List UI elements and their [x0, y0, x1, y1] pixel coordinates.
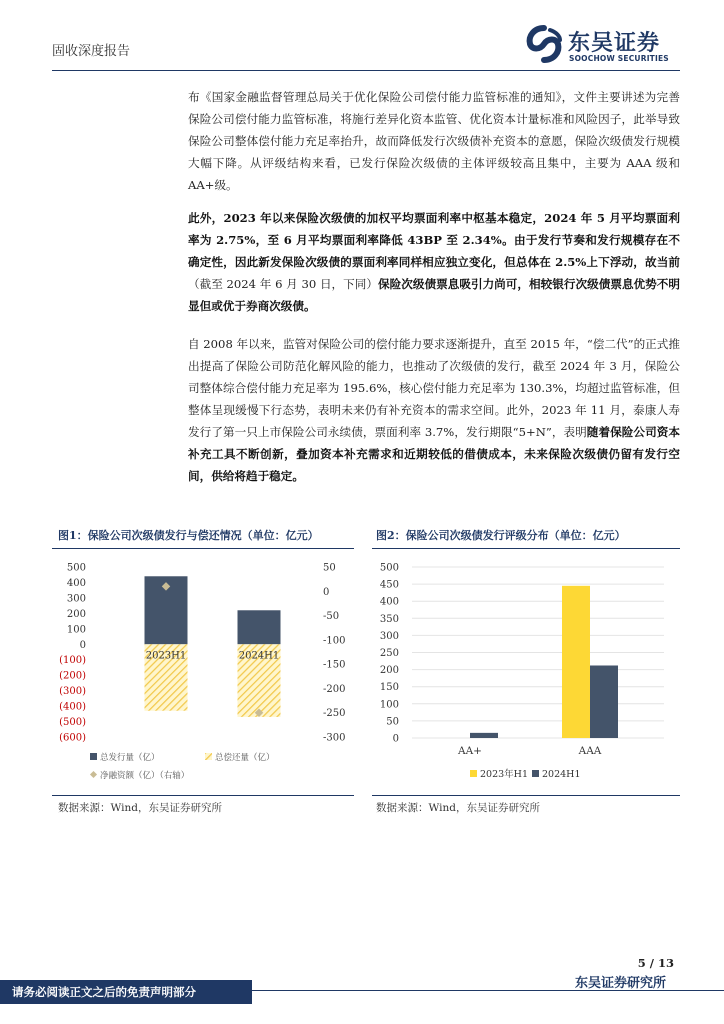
legend-swatch-issuance	[90, 753, 97, 760]
y-axis-tick: 200	[379, 665, 399, 677]
right-axis-tick: 50	[323, 562, 336, 574]
page-number: 5 / 13	[637, 956, 674, 970]
paragraph-3-bold: 随着保险公司资本补充工具不断创新，叠加资本补充需求和近期较低的借债成本，未来保险次级债仍留有发行空间，供给将趋于稳定。	[188, 425, 680, 483]
y-axis-tick: 300	[379, 630, 399, 642]
right-axis-tick: -200	[323, 683, 346, 695]
legend-label-repayment: 总偿还量（亿）	[215, 753, 275, 763]
right-axis-tick: -150	[323, 659, 346, 671]
paragraph-1: 布《国家金融监督管理总局关于优化保险公司偿付能力监管标准的通知》，文件主要讲述为完善保险公司偿付能力监管标准，将施行差异化资本监管、优化资本计量标准和风险因子，此举导致保险公司整体偿付能力充足率抬升，故而降低发行次级债补充资本的意愿，保险次级债发行规模大幅下降。从评级结构来看，已发行保险次级债的主体评级较高且集中，主要为 AAA 级和 AA+级。	[188, 90, 680, 192]
logo-en: SOOCHOW SECURITIES	[569, 54, 669, 63]
legend-swatch-2023	[470, 770, 477, 777]
rating-distribution-chart	[372, 552, 680, 792]
y-axis-tick: 450	[379, 579, 399, 591]
issuance-repayment-chart	[52, 552, 354, 792]
y-axis-tick: 350	[379, 613, 399, 625]
category-label: AA+	[458, 745, 482, 757]
category-label: 2024H1	[238, 650, 280, 662]
legend-swatch-repayment	[205, 753, 212, 760]
legend-swatch-net	[90, 771, 97, 778]
figure-1-source: 数据来源：Wind，东吴证券研究所	[58, 802, 222, 814]
figure-1-top-rule	[52, 548, 354, 549]
category-label: AAA	[578, 745, 602, 757]
logo-icon	[524, 24, 564, 64]
paragraph-3	[188, 333, 680, 487]
legend-label-2024: 2024H1	[542, 769, 581, 780]
bar-2023年H1	[562, 586, 590, 738]
right-axis-tick: -100	[323, 635, 346, 647]
figure-2-title: 图2：保险公司次级债发行评级分布（单位：亿元）	[376, 529, 626, 542]
left-axis-tick: 400	[66, 577, 86, 589]
y-axis-tick: 250	[379, 648, 399, 659]
left-axis-tick: 500	[66, 562, 86, 574]
right-axis-tick: 0	[323, 586, 330, 598]
right-axis-tick: -50	[323, 611, 340, 623]
figure-1-title: 图1：保险公司次级债发行与偿还情况（单位：亿元）	[58, 529, 319, 542]
figure-2-top-rule	[372, 548, 680, 549]
figure-2-source: 数据来源：Wind，东吴证券研究所	[376, 802, 540, 814]
y-axis-tick: 100	[379, 699, 399, 711]
footer-institute: 东吴证券研究所	[574, 976, 666, 991]
y-axis-tick: 150	[379, 682, 399, 694]
right-axis-tick: -300	[323, 732, 346, 744]
left-axis-tick: 100	[66, 624, 86, 636]
left-axis-tick: (300)	[59, 686, 86, 698]
legend-swatch-2024	[532, 770, 539, 777]
left-axis-tick: 200	[66, 608, 86, 620]
figure-1-bottom-rule	[52, 795, 354, 796]
paragraph-2-bold-b: 保险次级债票息吸引力尚可，相较银行次级债票息优势不明显但或优于券商次级债。	[188, 277, 680, 313]
left-axis-tick: 0	[79, 639, 86, 651]
left-axis-tick: (400)	[59, 701, 86, 713]
bar-2024H1	[590, 665, 618, 738]
paragraph-2	[188, 207, 680, 317]
bar-issuance	[238, 610, 281, 644]
paragraph-3-text: 自 2008 年以来，监管对保险公司的偿付能力要求逐渐提升，直至 2015 年，“偿二代”的正式推出提高了保险公司防范化解风险的能力，也推动了次级债的发行，截至 2024 年 3 月，保险公司整体综合偿付能力充足率为 195.6%，核心偿付能力充足率为 130.3%，均超过监管标准，但整体呈现缓慢下行态势，表明未来仍有补充资本的需求空间。此外，2023 年 11 月，泰康人寿发行了第一只上市保险公司永续债，票面利率 3.7%，发行期限“5+N”，表明	[188, 337, 680, 439]
y-axis-tick: 500	[379, 562, 399, 574]
left-axis-tick: (500)	[59, 717, 86, 729]
category-label: 2023H1	[145, 650, 187, 662]
left-axis-tick: 300	[66, 593, 86, 605]
figure-2-bottom-rule	[372, 795, 680, 796]
paragraph-2-bold-a: 此外，2023 年以来保险次级债的加权平均票面利率中枢基本稳定，2024 年 5 月平均票面利率为 2.75%，至 6 月平均票面利率降低 43BP 至 2.34%。由于发行节奏和发行规模存在不确定性，因此新发保险次级债的票面利率同样相应独立变化，但总体在 2.5%上下浮动，故当前	[188, 211, 680, 269]
logo-cn: 东吴证券	[568, 31, 661, 56]
y-axis-tick: 0	[392, 733, 399, 745]
brand-logo	[524, 24, 684, 68]
legend-label-2023: 2023年H1	[480, 769, 529, 780]
left-axis-tick: (600)	[59, 732, 86, 744]
y-axis-tick: 50	[386, 716, 399, 728]
bar-2024H1	[470, 733, 498, 738]
paragraph-2-note: （截至 2024 年 6 月 30 日，下同）	[188, 277, 379, 291]
report-type: 固收深度报告	[52, 44, 131, 59]
disclaimer-link[interactable]: 请务必阅读正文之后的免责声明部分	[12, 985, 196, 999]
legend-label-net: 净融资额（亿）（右轴）	[100, 771, 190, 781]
left-axis-tick: (200)	[59, 670, 86, 682]
right-axis-tick: -250	[323, 708, 346, 720]
y-axis-tick: 400	[379, 596, 399, 608]
header-divider	[52, 70, 680, 71]
legend-label-issuance: 总发行量（亿）	[100, 753, 160, 763]
left-axis-tick: (100)	[59, 655, 86, 667]
